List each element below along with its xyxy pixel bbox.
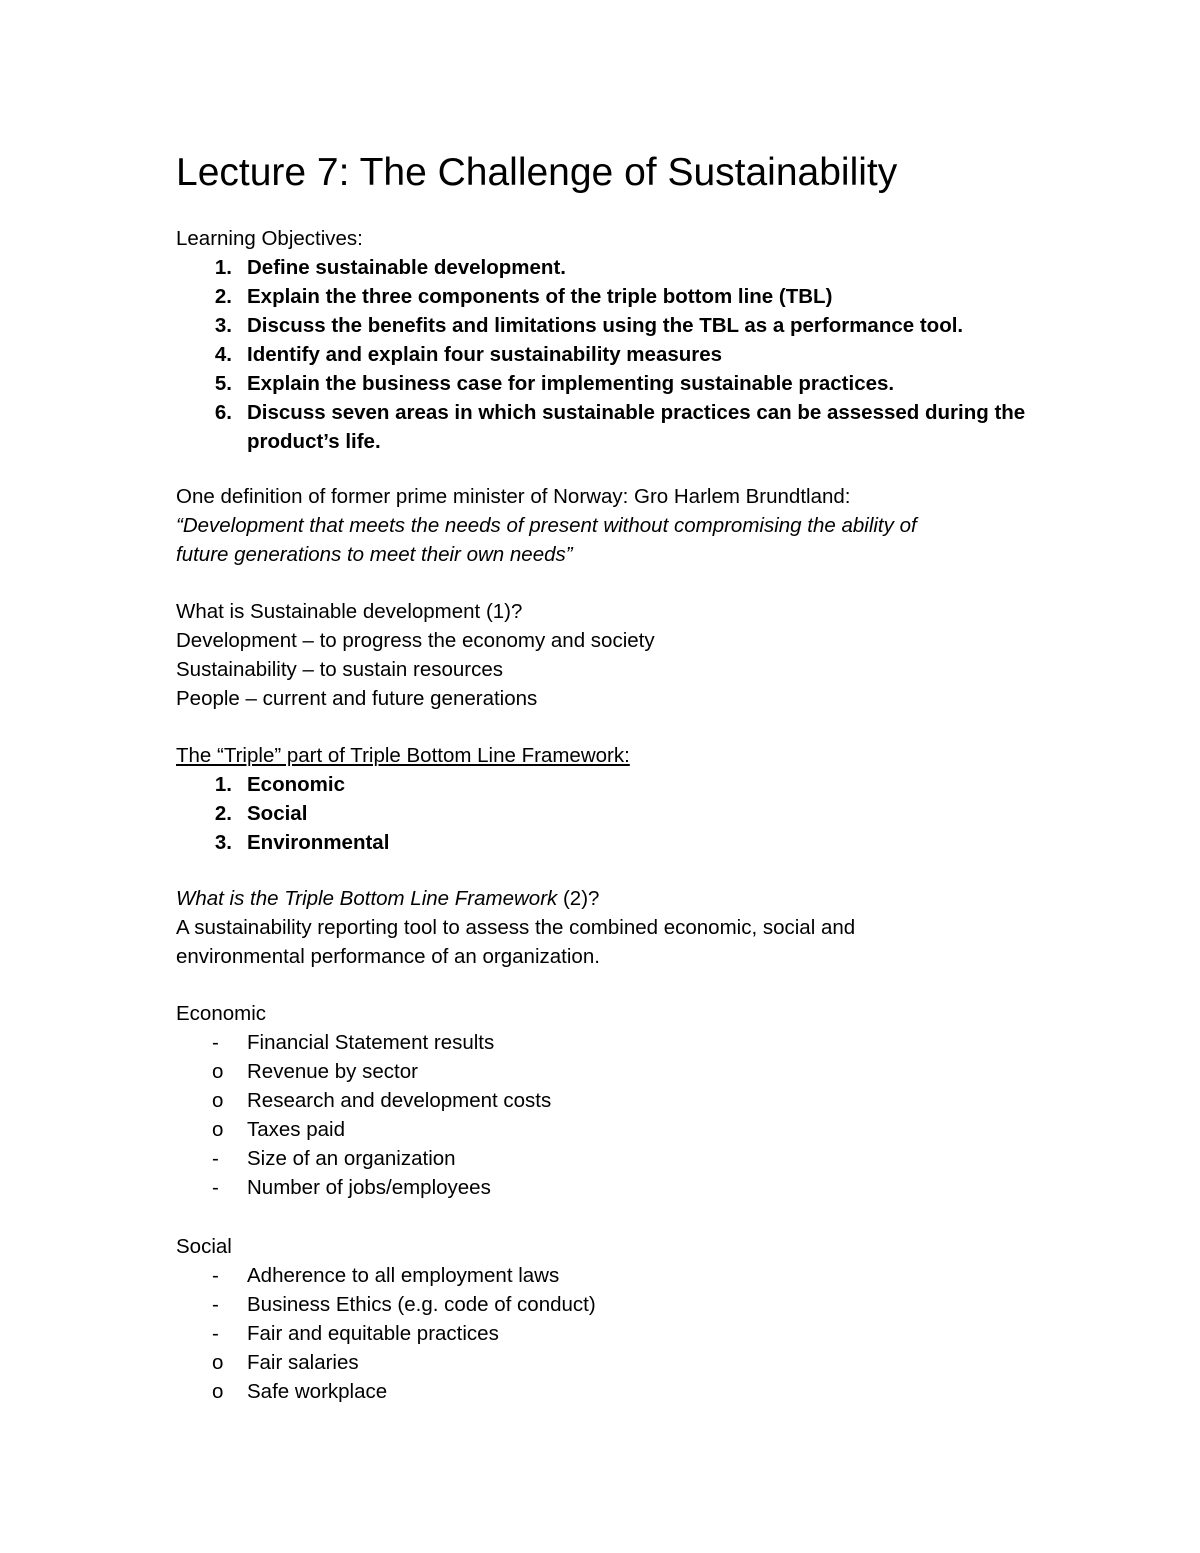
definition-section [176,482,1076,569]
list-item: 5. Explain the business case for implementing sustainable practices. [214,372,895,395]
sustainable-development-line: Development – to progress the economy and society [176,629,655,652]
definition-intro: One definition of former prime minister of Norway: Gro Harlem Brundtland: [176,485,851,508]
economic-heading: Economic [176,1002,267,1025]
sustainable-development-section [176,597,1076,713]
triple-section [176,741,1076,857]
list-item: o Research and development costs [212,1089,552,1112]
list-item: - Number of jobs/employees [212,1176,491,1199]
tbl-question-number: (2)? [557,887,600,910]
list-item: o Revenue by sector [212,1060,418,1083]
tbl-question [176,884,1076,913]
list-item: 3. Environmental [214,831,390,854]
list-item: 2. Social [214,802,308,825]
tbl-answer-line-2: environmental performance of an organization. [176,945,600,968]
list-item: o Taxes paid [212,1118,346,1141]
tbl-answer-line-1: A sustainability reporting tool to assess the combined economic, social and [176,916,856,939]
definition-quote-line-1: “Development that meets the needs of present without compromising the ability of [176,514,917,537]
page-title: Lecture 7: The Challenge of Sustainability [176,151,898,194]
sustainable-development-line: People – current and future generations [176,687,538,710]
triple-list [176,770,1076,857]
economic-section [176,999,1076,1202]
list-item: 2. Explain the three components of the triple bottom line (TBL) [214,285,833,308]
social-section [176,1232,1076,1406]
learning-objectives-section [176,224,1076,456]
triple-heading: The “Triple” part of Triple Bottom Line Framework: [176,744,630,767]
list-item: - Size of an organization [212,1147,456,1170]
learning-objectives-list [176,253,1076,456]
list-item: 3. Discuss the benefits and limitations using the TBL as a performance tool. [214,314,964,337]
economic-list [176,1028,1076,1202]
definition-quote-line-2: future generations to meet their own needs” [176,543,573,566]
sustainable-development-question: What is Sustainable development (1)? [176,600,523,623]
list-item: 1. Define sustainable development. [214,256,566,279]
list-item: 4. Identify and explain four sustainability measures [214,343,723,366]
list-item: - Adherence to all employment laws [212,1264,560,1287]
tbl-question-text: What is the Triple Bottom Line Framework [176,887,558,910]
list-item: 6. Discuss seven areas in which sustainable practices can be assessed during the product’s life. [214,401,1026,453]
list-item: o Fair salaries [212,1351,359,1374]
list-item: o Safe workplace [212,1380,388,1403]
list-item: - Fair and equitable practices [212,1322,499,1345]
sustainable-development-line: Sustainability – to sustain resources [176,658,504,681]
tbl-section [176,884,1076,971]
list-item: - Financial Statement results [212,1031,495,1054]
list-item: 1. Economic [214,773,345,796]
list-item: - Business Ethics (e.g. code of conduct) [212,1293,596,1316]
learning-objectives-heading: Learning Objectives: [176,227,363,250]
social-list [176,1261,1076,1406]
social-heading: Social [176,1235,232,1258]
